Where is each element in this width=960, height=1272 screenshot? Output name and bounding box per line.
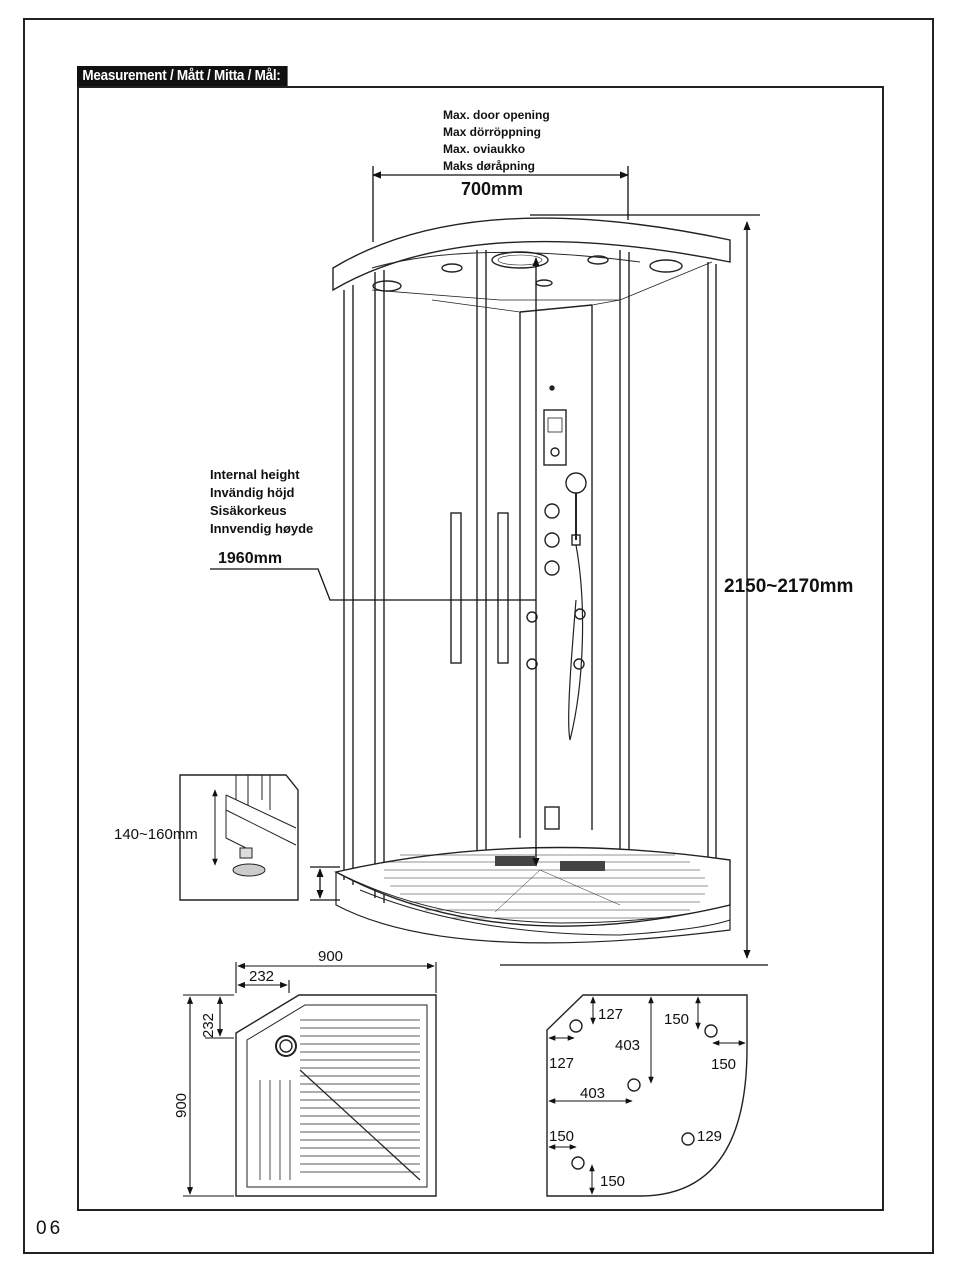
door-opening-label-2: Max dörröppning	[443, 125, 541, 139]
door-opening-value: 700mm	[461, 179, 524, 199]
tray-plan-drawing	[236, 995, 436, 1196]
total-height-value: 2150~2170mm	[724, 576, 854, 597]
drill-label-150-left: 150	[549, 1128, 575, 1145]
shower-cabin-drawing	[333, 218, 730, 943]
door-opening-label-3: Max. oviaukko	[443, 142, 526, 156]
door-opening-label-1: Max. door opening	[443, 108, 550, 122]
page-number: 06	[36, 1218, 64, 1239]
door-opening-label-4: Maks døråpning	[443, 159, 536, 173]
drill-label-150-right: 150	[711, 1056, 737, 1073]
internal-height-label-2: Invändig höjd	[210, 485, 295, 500]
tray-depth-label: 900	[173, 1092, 190, 1118]
drill-label-150-top: 150	[664, 1011, 690, 1028]
drill-label-403-vertical: 403	[615, 1037, 641, 1054]
internal-height-label-1: Internal height	[210, 467, 300, 482]
tray-corner-x-label: 232	[249, 968, 275, 985]
internal-height-value: 1960mm	[218, 550, 283, 567]
tray-width-label: 900	[318, 948, 344, 965]
drill-label-403-horizontal: 403	[580, 1085, 606, 1102]
section-header: Measurement / Mått / Mitta / Mål:	[77, 66, 288, 86]
internal-height-label-3: Sisäkorkeus	[210, 503, 287, 518]
internal-height-label-4: Innvendig høyde	[210, 521, 314, 536]
drill-label-150-bottom: 150	[600, 1173, 626, 1190]
drill-label-129: 129	[697, 1128, 723, 1145]
tray-corner-y-label: 232	[200, 1012, 217, 1038]
drill-label-127-left: 127	[549, 1055, 575, 1072]
drill-label-127-top: 127	[598, 1006, 624, 1023]
drill-plan-drawing	[547, 995, 747, 1196]
foot-height-value: 140~160mm	[114, 826, 198, 843]
